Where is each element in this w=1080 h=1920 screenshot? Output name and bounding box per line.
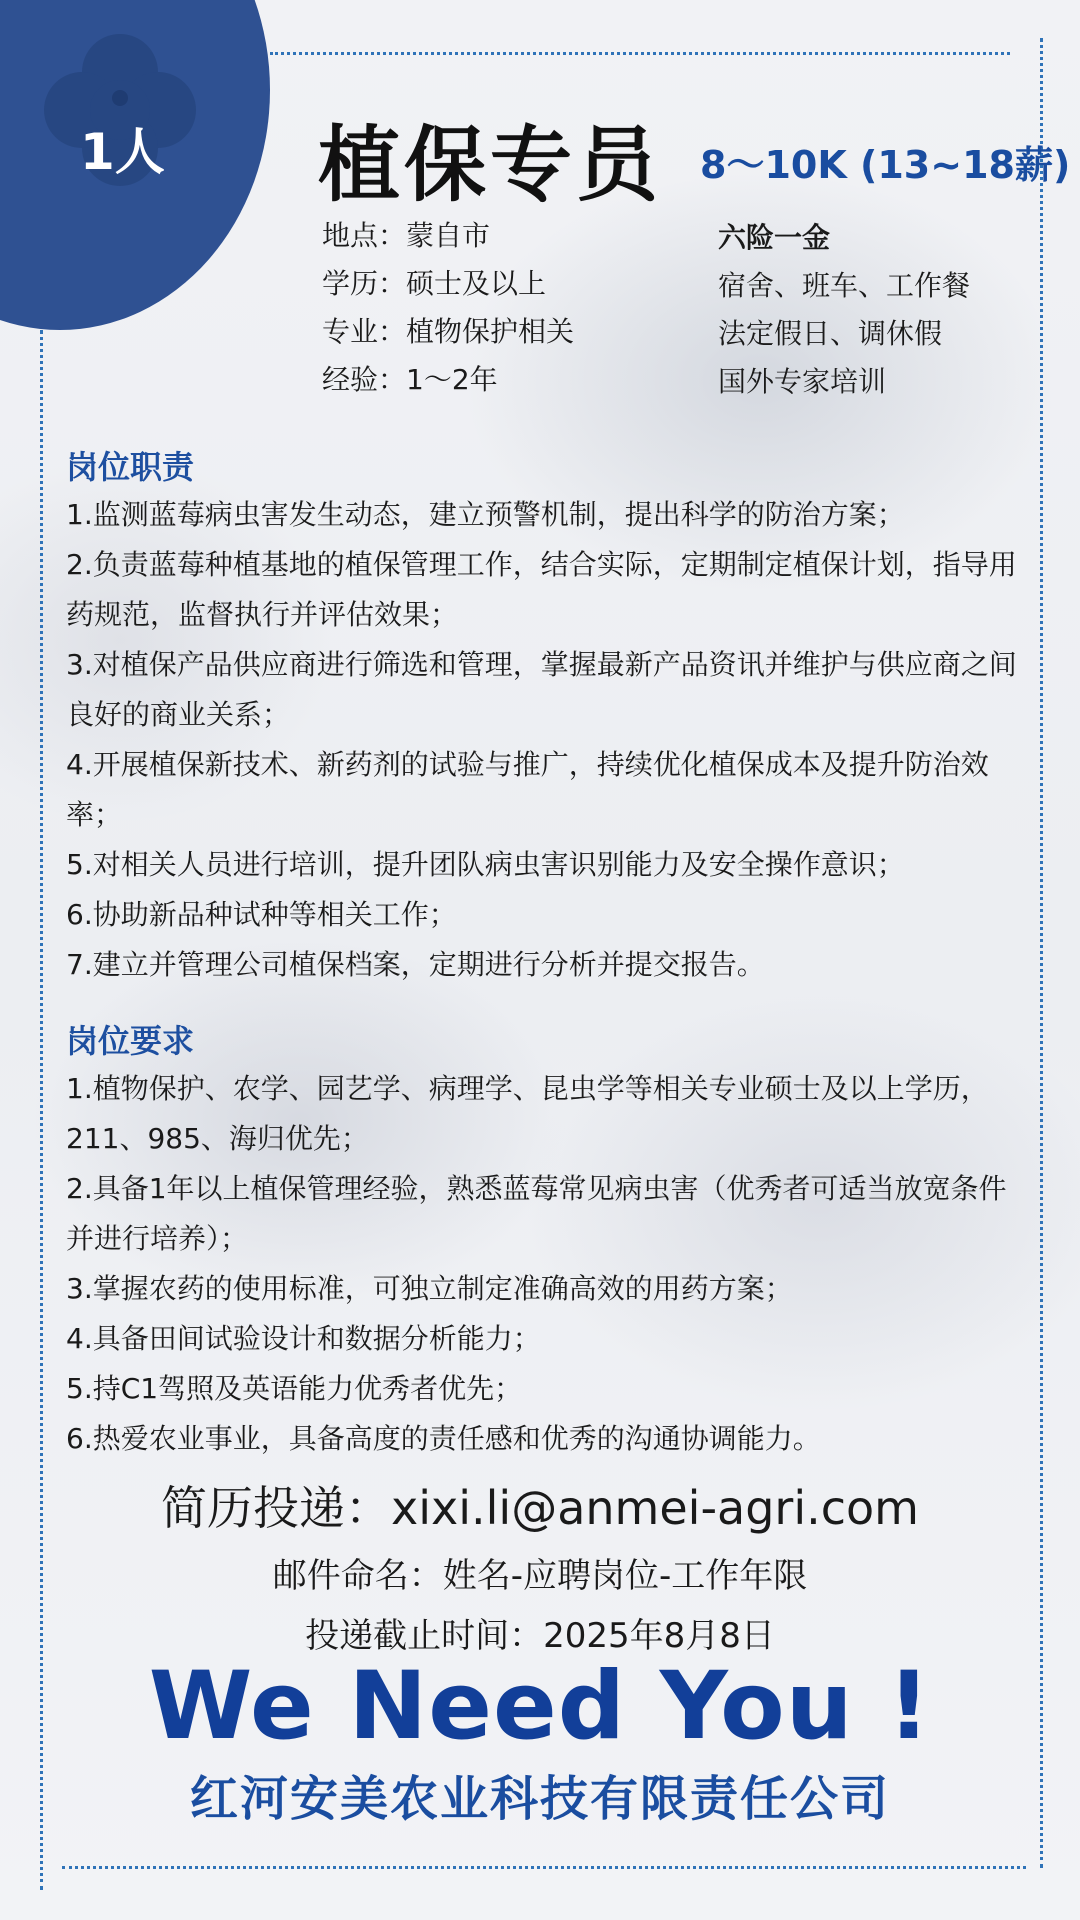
email-naming-rule: 邮件命名：姓名-应聘岗位-工作年限 xyxy=(272,1556,808,1596)
list-item: 6.热爱农业事业，具备高度的责任感和优秀的沟通协调能力。 xyxy=(66,1422,821,1455)
list-item: 3.对植保产品供应商进行筛选和管理，掌握最新产品资讯并维护与供应商之间良好的商业关系； xyxy=(66,648,1017,731)
list-item: 4.开展植保新技术、新药剂的试验与推广，持续优化植保成本及提升防治效率； xyxy=(66,748,989,831)
benefit-training: 国外专家培训 xyxy=(718,365,887,398)
list-item: 2.负责蓝莓种植基地的植保管理工作，结合实际，定期制定植保计划，指导用药规范，监督执行并评估效果； xyxy=(66,548,1017,631)
list-item: 7.建立并管理公司植保档案，定期进行分析并提交报告。 xyxy=(66,948,765,981)
list-item: 5.对相关人员进行培训，提升团队病虫害识别能力及安全操作意识； xyxy=(66,848,905,881)
resume-contact: 简历投递：xixi.li@anmei-agri.com xyxy=(161,1481,919,1535)
info-experience: 经验：1～2年 xyxy=(322,363,498,396)
job-title: 植保专员 xyxy=(318,118,663,213)
benefit-holidays: 法定假日、调休假 xyxy=(718,317,943,350)
requirements-title: 岗位要求 xyxy=(66,1022,195,1060)
benefits-list xyxy=(718,214,970,406)
application-deadline: 投递截止时间：2025年8月8日 xyxy=(305,1616,775,1656)
salary-range: 8～10K (13~18薪) xyxy=(700,143,1071,187)
requirements-list xyxy=(66,1064,1022,1464)
info-location: 地点：蒙自市 xyxy=(322,219,491,252)
info-education: 学历：硕士及以上 xyxy=(322,267,547,300)
frame-bottom-border xyxy=(62,1866,1026,1869)
benefit-insurance: 六险一金 xyxy=(718,221,831,254)
duties-title: 岗位职责 xyxy=(66,448,195,486)
info-major: 专业：植物保护相关 xyxy=(322,315,575,348)
list-item: 2.具备1年以上植保管理经验，熟悉蓝莓常见病虫害（优秀者可适当放宽条件并进行培养）； xyxy=(66,1172,1007,1255)
company-name: 红河安美农业科技有限责任公司 xyxy=(189,1771,890,1827)
list-item: 4.具备田间试验设计和数据分析能力； xyxy=(66,1322,541,1355)
slogan: We Need You ! xyxy=(148,1652,932,1761)
list-item: 6.协助新品种试种等相关工作； xyxy=(66,898,457,931)
benefit-housing: 宿舍、班车、工作餐 xyxy=(718,269,971,302)
job-info-list xyxy=(322,212,574,404)
frame-top-border xyxy=(270,52,1010,55)
list-item: 3.掌握农药的使用标准，可独立制定准确高效的用药方案； xyxy=(66,1272,793,1305)
list-item: 1.监测蓝莓病虫害发生动态，建立预警机制，提出科学的防治方案； xyxy=(66,498,905,531)
list-item: 5.持C1驾照及英语能力优秀者优先； xyxy=(66,1372,523,1405)
list-item: 1.植物保护、农学、园艺学、病理学、昆虫学等相关专业硕士及以上学历，211、985、海归优先； xyxy=(66,1072,989,1155)
headcount-label: 1人 xyxy=(80,123,165,181)
duties-list xyxy=(66,490,1022,990)
